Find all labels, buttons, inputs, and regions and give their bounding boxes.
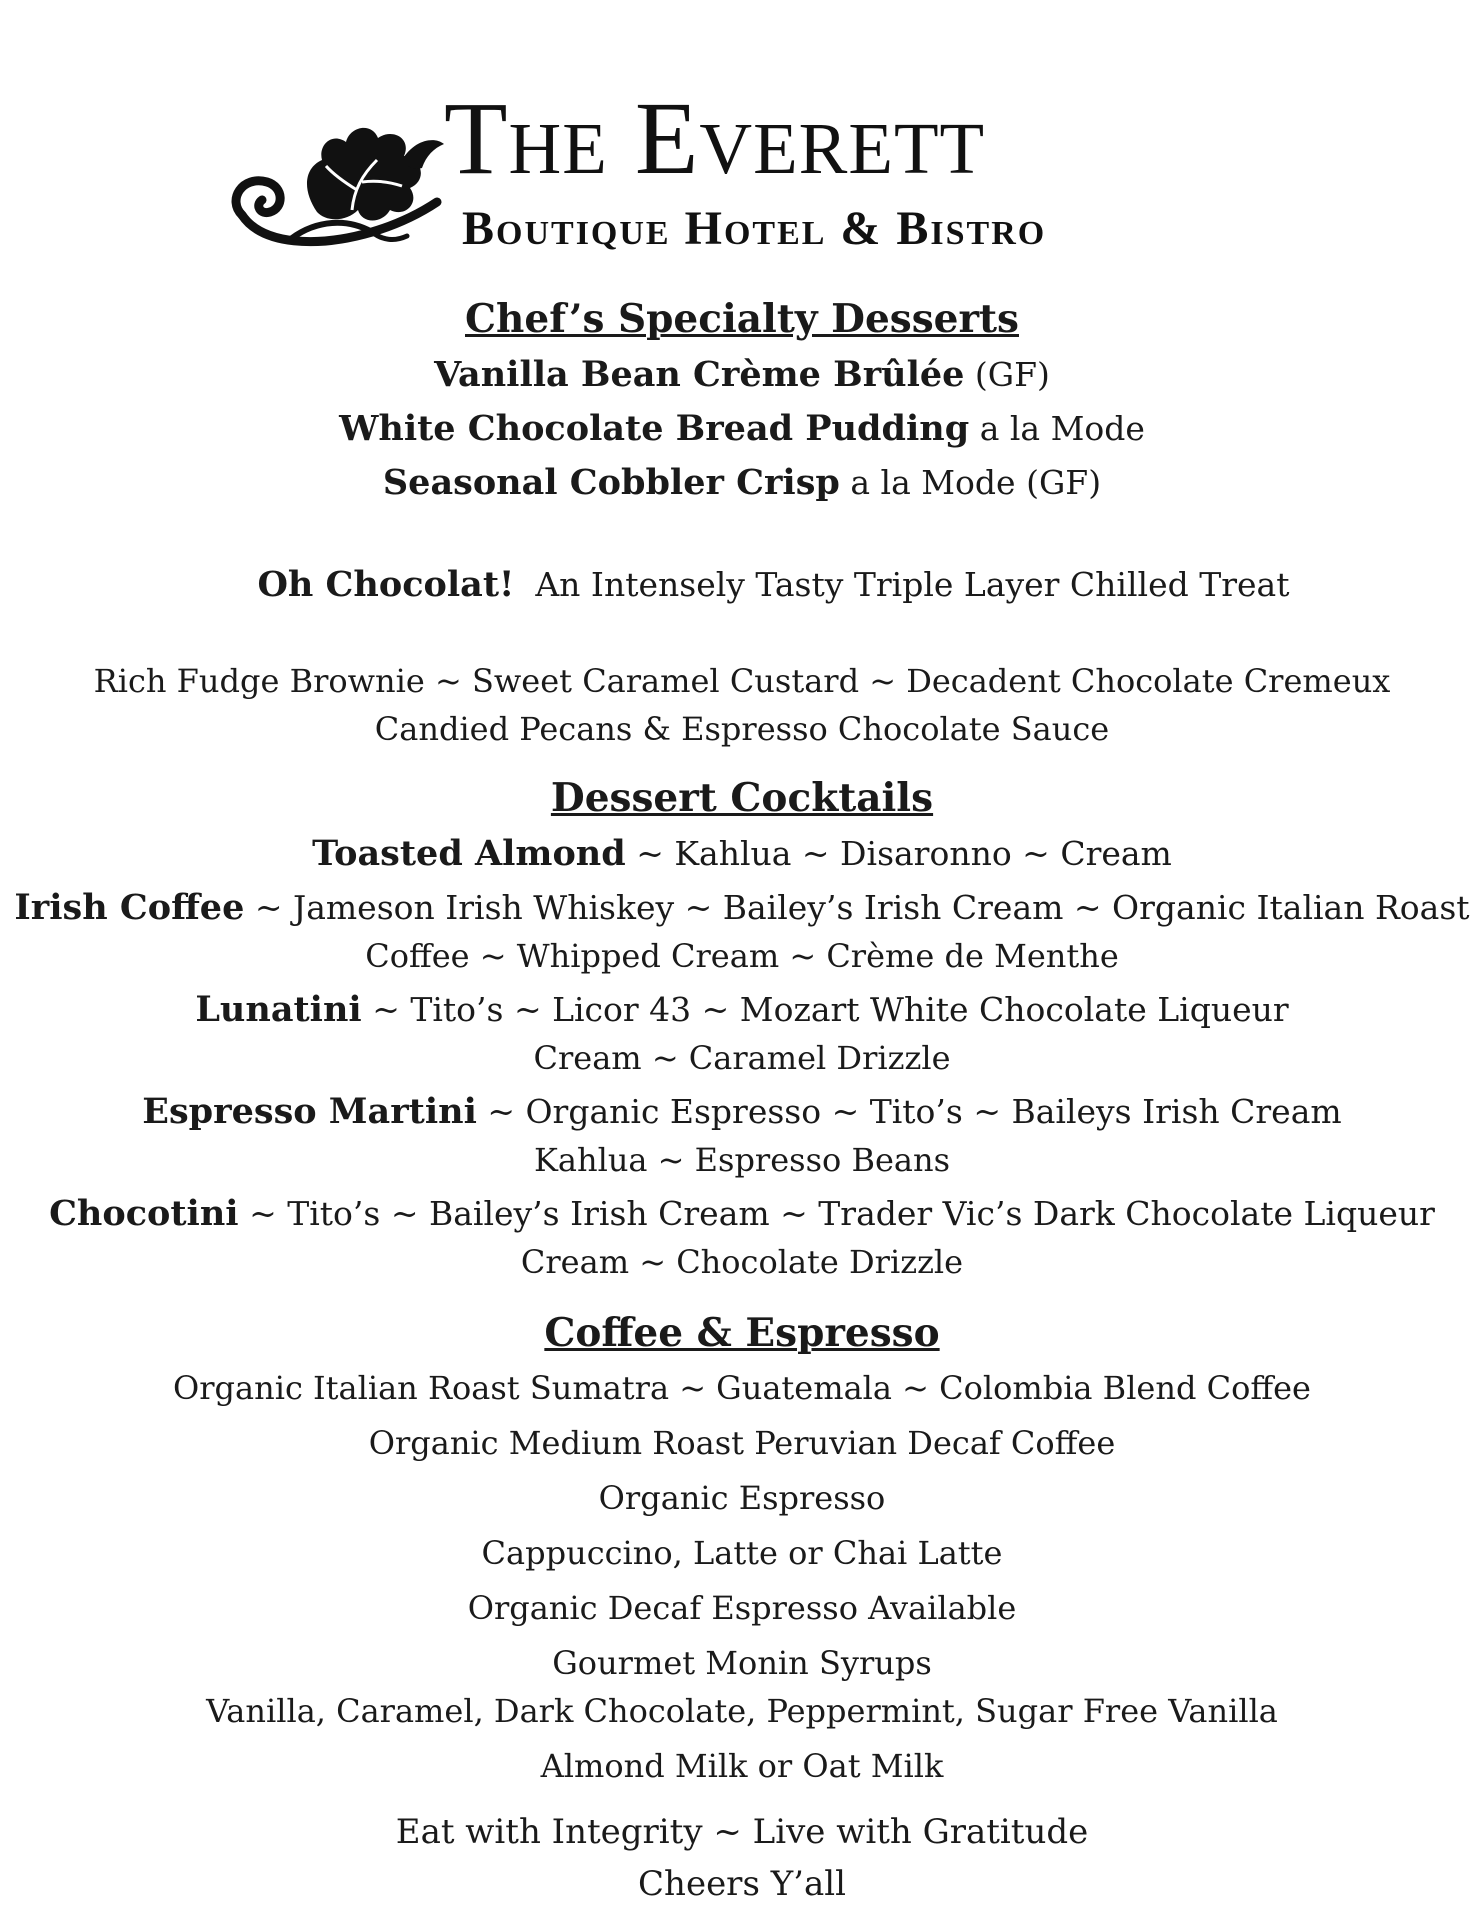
menu-item-detail: Rich Fudge Brownie ~ Sweet Caramel Custard ~ Decadent Chocolate Cremeux: [93, 661, 1391, 700]
hotel-subtitle: Boutique Hotel & Bistro: [462, 202, 1047, 255]
footer-motto: Eat with Integrity ~ Live with Gratitude: [395, 1812, 1089, 1853]
menu-item-name: Vanilla Bean Crème Brûlée: [434, 353, 965, 395]
menu-item-detail: Kahlua ~ Espresso Beans: [533, 1140, 950, 1179]
coffee-line: Organic Espresso: [598, 1479, 886, 1518]
menu-item-desc: (GF): [964, 354, 1050, 394]
cocktails-section: [0, 775, 1484, 1286]
menu-item-name: Toasted Almond: [312, 832, 626, 874]
menu-item-name: White Chocolate Bread Pudding: [339, 407, 970, 449]
menu-item-name: Chocotini: [49, 1192, 239, 1234]
menu-item-desc: ~ Jameson Irish Whiskey ~ Bailey’s Irish Cream ~ Organic Italian Roast: [244, 887, 1470, 927]
coffee-line: Cappuccino, Latte or Chai Latte: [481, 1534, 1003, 1573]
coffee-line: Organic Italian Roast Sumatra ~ Guatemala ~ Colombia Blend Coffee: [173, 1369, 1311, 1408]
desserts-section: [0, 296, 1484, 753]
menu-item: [0, 1190, 1484, 1238]
menu-item: [0, 351, 1484, 399]
coffee-section: [0, 1310, 1484, 1791]
menu-item-name: Seasonal Cobbler Crisp: [382, 461, 840, 503]
menu-item-desc: ~ Tito’s ~ Bailey’s Irish Cream ~ Trader Vic’s Dark Chocolate Liqueur: [238, 1193, 1435, 1233]
desserts-heading: Chef’s Specialty Desserts: [465, 296, 1019, 342]
menu-item-detail: Coffee ~ Whipped Cream ~ Crème de Menthe: [365, 936, 1119, 975]
hotel-logo: [222, 81, 1222, 265]
menu-item: [0, 986, 1484, 1034]
menu-item-desc: a la Mode (GF): [839, 462, 1102, 502]
coffee-line: Organic Decaf Espresso Available: [467, 1589, 1017, 1628]
coffee-line: Vanilla, Caramel, Dark Chocolate, Peppermint, Sugar Free Vanilla: [206, 1692, 1278, 1731]
menu-item-detail: Candied Pecans & Espresso Chocolate Sauce: [374, 709, 1110, 748]
menu-item: [0, 405, 1484, 453]
coffee-line: Almond Milk or Oat Milk: [540, 1747, 944, 1786]
cocktails-heading: Dessert Cocktails: [550, 774, 934, 821]
grape-leaf-flourish-icon: [222, 120, 462, 260]
menu-item-name: Oh Chocolat!: [257, 563, 515, 605]
menu-item-name: Irish Coffee: [14, 886, 245, 928]
footer: [0, 1808, 1484, 1908]
coffee-line: Organic Medium Roast Peruvian Decaf Coffee: [368, 1424, 1116, 1463]
menu-item-desc: ~ Kahlua ~ Disaronno ~ Cream: [625, 833, 1172, 873]
menu-item-desc: ~ Organic Espresso ~ Tito’s ~ Baileys Irish Cream: [476, 1091, 1342, 1131]
menu-item-desc: An Intensely Tasty Triple Layer Chilled Treat: [514, 564, 1290, 604]
menu-item: [0, 1088, 1484, 1136]
coffee-line: Gourmet Monin Syrups: [552, 1644, 932, 1683]
menu-item-name: Espresso Martini: [142, 1090, 477, 1132]
menu-item-desc: a la Mode: [969, 408, 1145, 448]
menu-item: [0, 830, 1484, 878]
menu-item: [0, 459, 1484, 507]
menu-item: [0, 884, 1484, 932]
footer-signoff: Cheers Y’all: [638, 1864, 846, 1905]
menu-item-name: Lunatini: [195, 988, 362, 1030]
dessert-menu: [0, 296, 1484, 1908]
coffee-heading: Coffee & Espresso: [544, 1309, 940, 1356]
menu-item: [0, 513, 1484, 657]
hotel-name: The Everett: [444, 81, 986, 196]
menu-item-desc: ~ Tito’s ~ Licor 43 ~ Mozart White Chocolate Liqueur: [361, 989, 1289, 1029]
menu-item-detail: Cream ~ Chocolate Drizzle: [520, 1242, 964, 1281]
menu-item-detail: Cream ~ Caramel Drizzle: [533, 1038, 951, 1077]
